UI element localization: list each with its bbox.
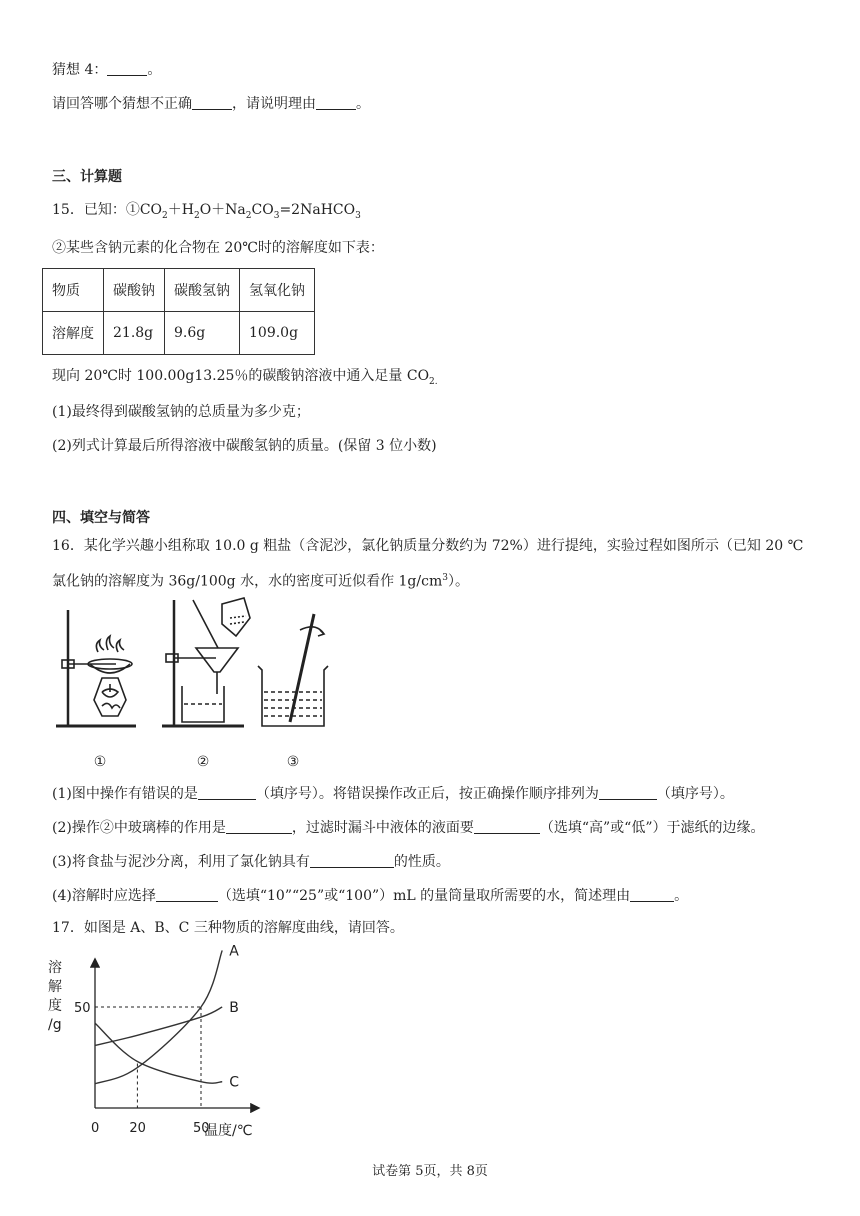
table-cell: 溶解度: [43, 312, 104, 355]
fig-label: ①: [93, 754, 107, 770]
page-footer: 试卷第 5页，共 8页: [372, 1164, 488, 1179]
table-cell: 氢氧化钠: [240, 269, 315, 312]
y-axis-label-char: /g: [48, 1017, 62, 1033]
answer-blank[interactable]: [599, 785, 657, 800]
curve-C: [95, 1023, 222, 1083]
table-row: [43, 269, 315, 312]
section-title: 四、填空与简答: [52, 510, 150, 526]
q16-line1: 16．某化学兴趣小组称取 10.0 g 粗盐（含泥沙，氯化钠质量分数约为 72%）进行提纯，实验过程如图所示（已知 20 ℃: [52, 538, 804, 554]
series-label-A: A: [229, 943, 239, 960]
fig-label: ②: [196, 754, 210, 770]
q15-formula: 15．已知：$①CO_2+H_2O+Na_2CO_3=2NaHCO_3$: [52, 202, 361, 221]
table-cell: 21.8g: [104, 312, 165, 355]
answer-blank[interactable]: [198, 785, 256, 800]
series-label-C: C: [229, 1074, 239, 1091]
table-row: [43, 312, 315, 355]
answer-blank[interactable]: [474, 819, 540, 834]
q16-p3: (3)将食盐与泥沙分离，利用了氯化钠具有 的性质。: [52, 854, 450, 870]
y-tick-label: 50: [74, 1001, 91, 1016]
answer-blank[interactable]: [192, 95, 232, 110]
x-axis-label: 温度/℃: [204, 1123, 253, 1139]
table-cell: 物质: [43, 269, 104, 312]
table-cell: 109.0g: [240, 312, 315, 355]
y-axis-label-char: 度: [48, 998, 62, 1014]
table-cell: 9.6g: [165, 312, 240, 355]
ask-line: 请回答哪个猜想不正确 ，请说明理由 。: [52, 96, 370, 112]
q16-p2: (2)操作②中玻璃棒的作用是 ，过滤时漏斗中液体的液面要 （选填“高”或“低”）于滤纸的边缘。: [52, 820, 765, 836]
solubility-chart: [40, 943, 270, 1142]
guess4-line: 猜想 4： 。: [52, 62, 162, 78]
answer-blank[interactable]: [107, 61, 147, 76]
q15-sub2: (2)列式计算最后所得溶液中碳酸氢钠的质量。(保留 3 位小数): [52, 438, 437, 454]
dissolving-apparatus: [258, 614, 328, 726]
answer-blank[interactable]: [226, 819, 292, 834]
q15-statement: 现向 20℃时 100.00g13.25％的碳酸钠溶液中通入足量 $CO_{2.}$: [52, 368, 438, 387]
y-axis-label: [48, 959, 62, 1033]
curve-B: [95, 1007, 222, 1045]
answer-blank[interactable]: [316, 95, 356, 110]
x-tick-label: 0: [91, 1121, 100, 1136]
y-axis-label-char: 解: [48, 979, 62, 995]
section-title: 三、计算题: [52, 169, 122, 185]
x-tick-label: 50: [193, 1121, 210, 1136]
fig-label: ③: [286, 754, 300, 770]
answer-blank[interactable]: [156, 887, 218, 902]
q16-p1: (1)图中操作有错误的是 （填序号）。将错误操作改正后，按正确操作顺序排列为 （填序号）。: [52, 786, 734, 802]
y-axis-label-char: 溶: [48, 960, 62, 976]
evaporation-apparatus: [56, 610, 136, 726]
table-cell: 碳酸氢钠: [165, 269, 240, 312]
table-cell: 碳酸钠: [104, 269, 165, 312]
answer-blank[interactable]: [310, 853, 394, 868]
series-label-B: B: [229, 1000, 239, 1016]
answer-blank[interactable]: [630, 887, 674, 902]
q17-text: 17．如图是 A、B、C 三种物质的溶解度曲线，请回答。: [52, 920, 404, 936]
q15-sub1: (1)最终得到碳酸氢钠的总质量为多少克；: [52, 404, 310, 420]
q15-intro: ②某些含钠元素的化合物在 20℃时的溶解度如下表：: [52, 240, 384, 256]
x-tick-label: 20: [129, 1121, 146, 1136]
q16-p4: (4)溶解时应选择 （选填“10”“25”或“100”）mL 的量筒量取所需要的水，简述理由 。: [52, 888, 689, 904]
apparatus-figure: [50, 596, 350, 772]
filtration-apparatus: [162, 598, 250, 726]
solubility-table: [42, 268, 315, 355]
q16-line2: 氯化钠的溶解度为 36g/100g 水，水的密度可近似看作 $1g/cm^3$）。: [52, 573, 469, 590]
